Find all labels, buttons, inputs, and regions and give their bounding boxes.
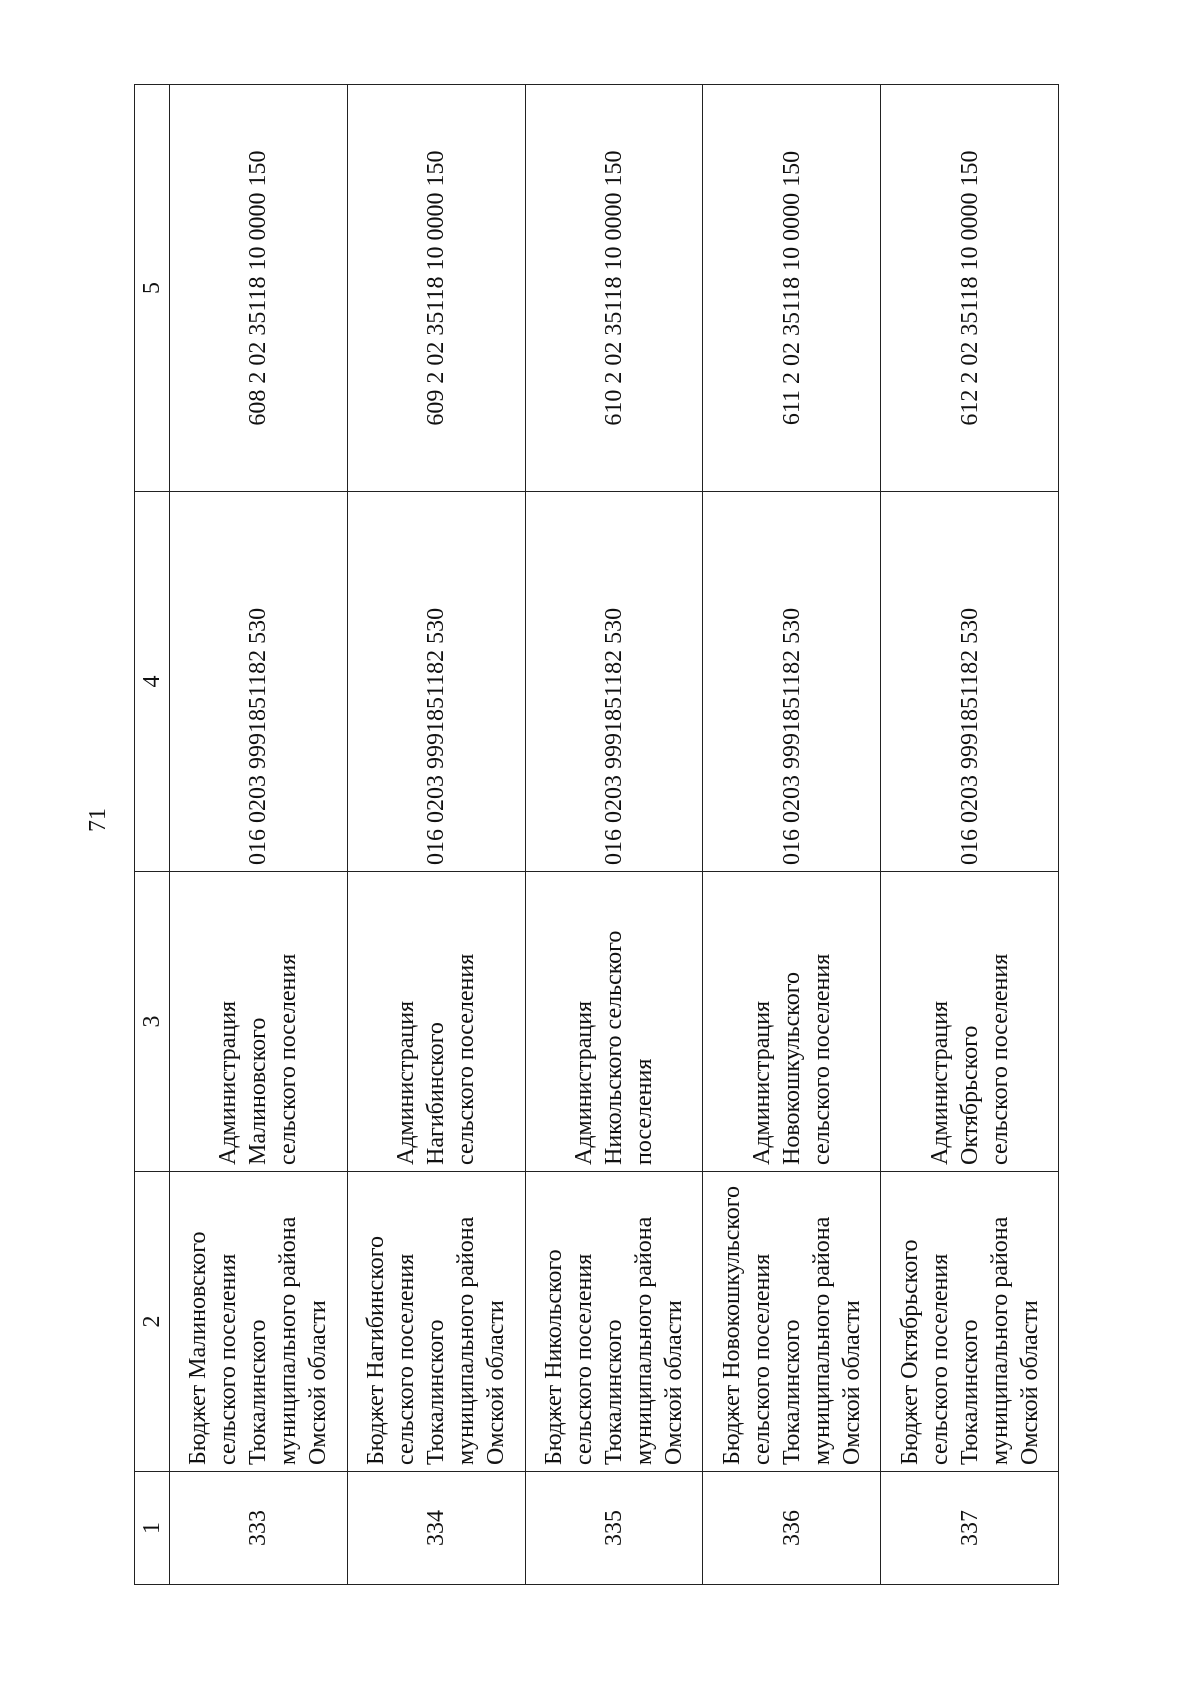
budget-name-line: Тюкалинского <box>245 1319 272 1465</box>
budget-name-line: сельского поселения <box>215 1253 242 1465</box>
revenue-code-cell: 611 2 02 35118 10 0000 150 <box>703 85 881 492</box>
budget-name-line: сельского поселения <box>393 1253 420 1465</box>
budget-name-line: муниципального района <box>808 1216 835 1465</box>
budget-name-line: Омской области <box>660 1300 687 1465</box>
expense-code-cell: 016 0203 9991851182 530 <box>347 492 525 872</box>
administrator-cell <box>525 872 703 1172</box>
budget-name-line: Омской области <box>483 1300 510 1465</box>
budget-name-line: Тюкалинского <box>956 1319 983 1465</box>
budget-name-line: Тюкалинского <box>600 1319 627 1465</box>
budget-name-line: Омской области <box>838 1300 865 1465</box>
table-row <box>881 85 1059 1585</box>
administrator-line: Администрация <box>570 1000 597 1165</box>
administrator-cell <box>881 872 1059 1172</box>
revenue-code-cell: 612 2 02 35118 10 0000 150 <box>881 85 1059 492</box>
budget-name-line: сельского поселения <box>570 1253 597 1465</box>
budget-name-cell <box>170 1172 348 1472</box>
administrator-cell <box>170 872 348 1172</box>
budget-name-line: сельского поселения <box>748 1253 775 1465</box>
table-row <box>170 85 348 1585</box>
budget-name-line: муниципального района <box>275 1216 302 1465</box>
header-col-1: 1 <box>135 1472 170 1585</box>
budget-name-line: Тюкалинского <box>423 1319 450 1465</box>
row-number: 336 <box>703 1472 881 1585</box>
row-number: 337 <box>881 1472 1059 1585</box>
budget-name-line: сельского поселения <box>926 1253 953 1465</box>
budget-name-cell <box>347 1172 525 1472</box>
budget-name-line: Бюджет Нагибинского <box>363 1235 390 1465</box>
budget-name-line: Бюджет Никольского <box>540 1249 567 1465</box>
revenue-code-cell: 609 2 02 35118 10 0000 150 <box>347 85 525 492</box>
administrator-line: Администрация <box>215 1000 242 1165</box>
administrator-cell <box>703 872 881 1172</box>
table-row <box>525 85 703 1585</box>
administrator-line: Октябрьского <box>956 1025 983 1165</box>
budget-name-line: муниципального района <box>453 1216 480 1465</box>
expense-code-cell: 016 0203 9991851182 530 <box>881 492 1059 872</box>
allocation-table <box>134 84 1059 1585</box>
administrator-line: Нагибинского <box>423 1022 450 1165</box>
budget-name-line: Омской области <box>305 1300 332 1465</box>
budget-name-line: Тюкалинского <box>778 1319 805 1465</box>
table-row <box>347 85 525 1585</box>
revenue-code-cell: 608 2 02 35118 10 0000 150 <box>170 85 348 492</box>
budget-name-cell <box>703 1172 881 1472</box>
administrator-line: Администрация <box>393 1000 420 1165</box>
budget-name-line: Омской области <box>1016 1300 1043 1465</box>
page-number: 71 <box>85 808 111 832</box>
row-number: 334 <box>347 1472 525 1585</box>
header-col-4: 4 <box>135 492 170 872</box>
expense-code-cell: 016 0203 9991851182 530 <box>170 492 348 872</box>
budget-name-line: Бюджет Октябрьского <box>896 1239 923 1465</box>
expense-code-cell: 016 0203 9991851182 530 <box>703 492 881 872</box>
header-col-5: 5 <box>135 85 170 492</box>
administrator-line: сельского поселения <box>986 953 1013 1165</box>
row-number: 335 <box>525 1472 703 1585</box>
administrator-cell <box>347 872 525 1172</box>
row-number: 333 <box>170 1472 348 1585</box>
administrator-line: Администрация <box>926 1000 953 1165</box>
revenue-code-cell: 610 2 02 35118 10 0000 150 <box>525 85 703 492</box>
expense-code-cell: 016 0203 9991851182 530 <box>525 492 703 872</box>
administrator-line: Новокошкульского <box>778 972 805 1165</box>
header-row <box>135 85 170 1585</box>
administrator-line: сельского поселения <box>808 953 835 1165</box>
administrator-line: Никольского сельского <box>600 930 627 1165</box>
administrator-line: поселения <box>630 1058 657 1165</box>
budget-name-line: муниципального района <box>630 1216 657 1465</box>
budget-name-cell <box>881 1172 1059 1472</box>
rotated-table-container <box>134 85 1059 1585</box>
budget-name-line: Бюджет Малиновского <box>185 1231 212 1465</box>
administrator-line: сельского поселения <box>275 953 302 1165</box>
administrator-line: Малиновского <box>245 1017 272 1165</box>
budget-name-line: Бюджет Новокошкульского <box>718 1185 745 1465</box>
header-col-2: 2 <box>135 1172 170 1472</box>
administrator-line: сельского поселения <box>453 953 480 1165</box>
budget-name-cell <box>525 1172 703 1472</box>
table-body <box>170 85 1059 1585</box>
header-col-3: 3 <box>135 872 170 1172</box>
administrator-line: Администрация <box>748 1000 775 1165</box>
budget-name-line: муниципального района <box>986 1216 1013 1465</box>
table-row <box>703 85 881 1585</box>
